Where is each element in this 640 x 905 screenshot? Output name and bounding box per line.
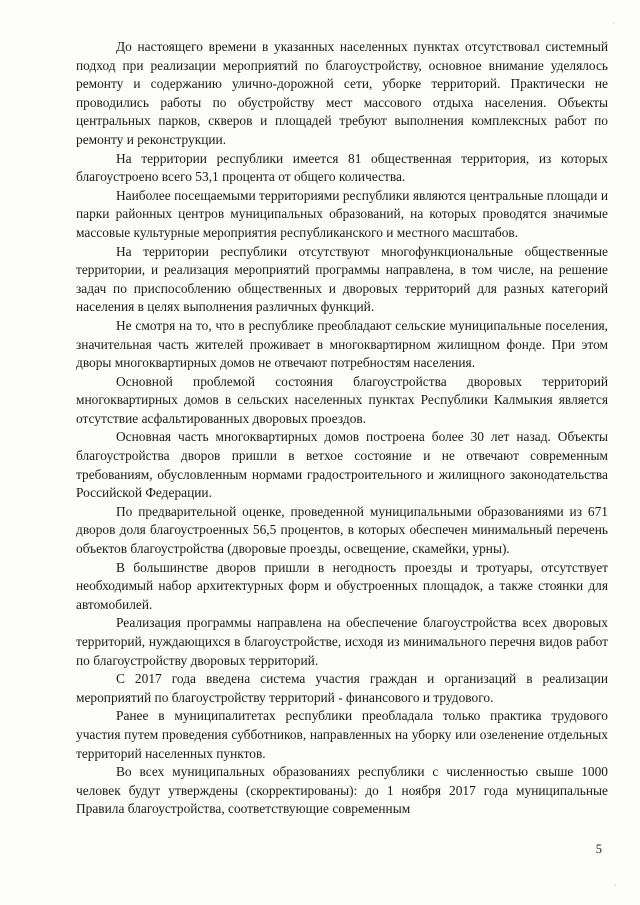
paragraph: Во всех муниципальных образованиях республики с численностью свыше 1000 человек будут утверждены (скорректированы): до 1 ноября 2017 года муниципальные Правила благоустройства, соответствующие современным — [76, 764, 608, 817]
paragraph: Основная часть многоквартирных домов построена более 30 лет назад. Объекты благоустройства дворов пришли в ветхое состояние и не отвечают современным требованиям, обусловленным нормами градостроительного и жилищного законодательства Российской Федерации. — [76, 429, 608, 501]
paragraph: По предварительной оценке, проведенной муниципальными образованиями из 671 дворов доля благоустроенных 56,5 процентов, в которых обеспечен минимальный перечень объектов благоустройства (дворовые проезды, освещение, скамейки, урны). — [76, 503, 608, 557]
paragraph: Не смотря на то, что в республике преобладают сельские муниципальные поселения, значительная часть жителей проживает в многоквартирном жилищном фонде. При этом дворы многоквартирных домов не отвечают потребностям населения. — [76, 317, 608, 371]
paragraph: Наиболее посещаемыми территориями республики являются центральные площади и парки районных центров муниципальных образований, на которых проводятся значимые массовые культурные мероприятия республиканского и местного масштабов. — [76, 187, 608, 240]
paragraph: На территории республики имеется 81 общественная территория, из которых благоустроено всего 53,1 процента от общего количества. — [76, 150, 608, 185]
paragraph: На территории республики отсутствуют многофункциональные общественные территории, и реализация мероприятий программы направлена, в том числе, на решение задач по приспособлению общественных и дворовых территорий для разных категорий населения в целях выполнения различных функций. — [76, 243, 608, 315]
paragraph: В большинстве дворов пришли в негодность проезды и тротуары, отсутствует необходимый набор архитектурных форм и обустроенных площадок, а также стоянки для автомобилей. — [76, 559, 608, 612]
paragraph: С 2017 года введена система участия граждан и организаций в реализации мероприятий по благоустройству территорий - финансового и трудового. — [76, 671, 608, 705]
page-number: 5 — [595, 842, 602, 856]
paragraph: Реализация программы направлена на обеспечение благоустройства всех дворовых территорий, нуждающихся в благоустройстве, исходя из минимального перечня видов работ по благоустройству дворовых территорий. — [76, 615, 608, 668]
paragraph: Основной проблемой состояния благоустройства дворовых территорий многоквартирных домов в сельских населенных пунктах Республики Калмыкия является отсутствие асфальтированных дворовых проездов. — [76, 373, 608, 426]
paragraph: До настоящего времени в указанных населенных пунктах отсутствовал системный подход при реализации мероприятий по благоустройству, основное внимание уделялось ремонту и содержанию улично-дорожной сети, уборке территорий. Практически не проводились работы по обустройству мест массового отдыха населения. Объекты центральных парков, скверов и площадей требуют выполнения комплексных работ по ремонту и реконструкции. — [76, 39, 608, 147]
scan-artifact-mark: · — [614, 880, 617, 890]
paragraph: Ранее в муниципалитетах республики преобладала только практика трудового участия путем проведения субботников, направленных на уборку или озеленение отдельных территорий населенных пунктов. — [76, 708, 608, 761]
document-body — [76, 38, 608, 819]
scan-artifact-mark: · — [612, 18, 615, 28]
